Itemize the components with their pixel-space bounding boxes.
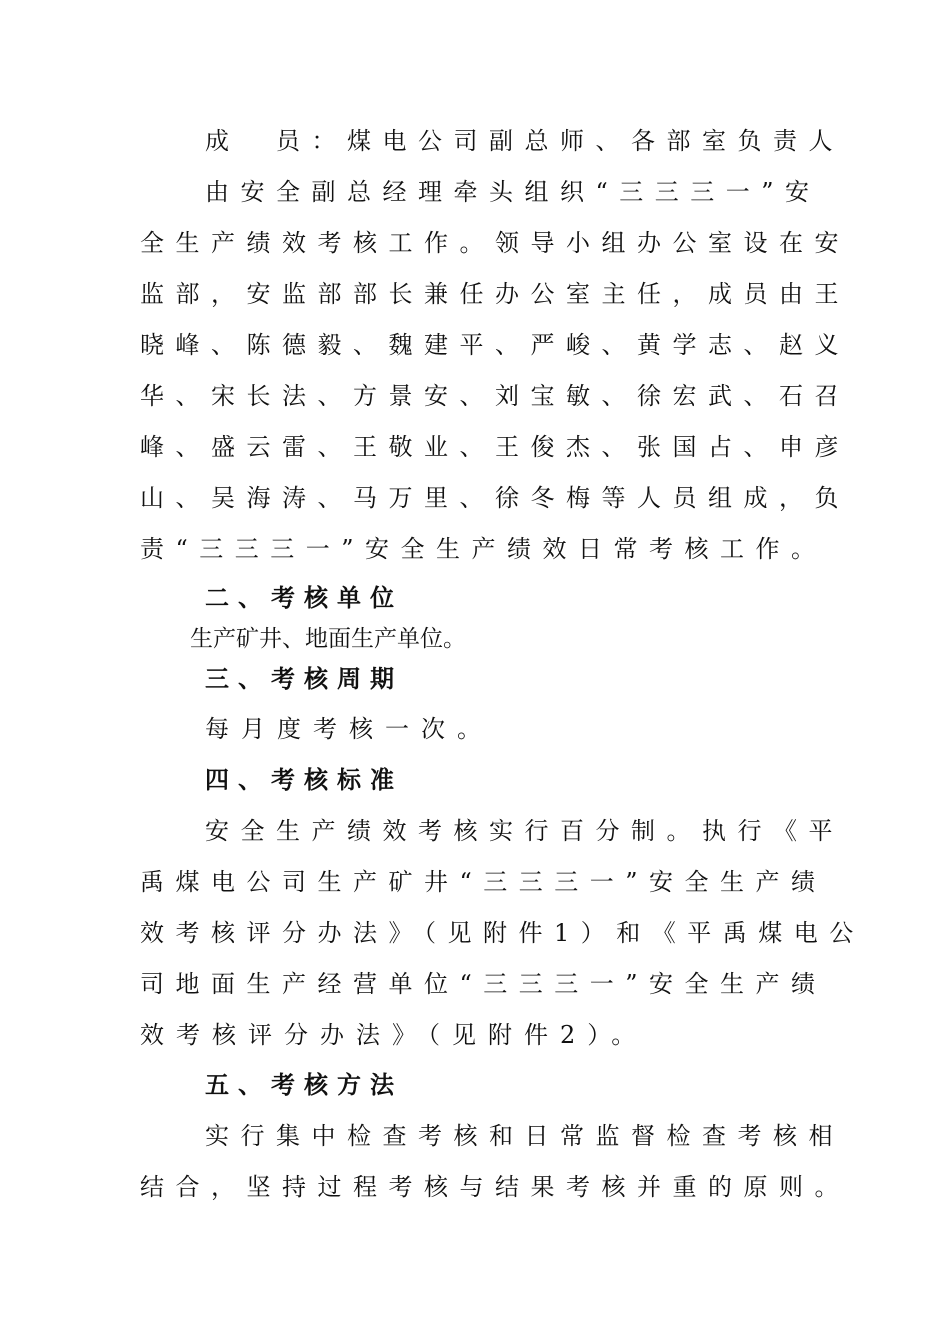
paragraph-line: 效考核评分办法》（见附件1）和《平禹煤电公: [140, 919, 865, 947]
paragraph-line: 监部，安监部部长兼任办公室主任，成员由王: [140, 280, 850, 308]
paragraph-line: 晓峰、陈德毅、魏建平、严峻、黄学志、赵义: [140, 331, 850, 359]
paragraph-line: 安全生产绩效考核实行百分制。执行《平: [205, 817, 844, 845]
paragraph-line: 司地面生产经营单位“三三三一”安全生产绩: [140, 970, 827, 998]
paragraph-line: 全生产绩效考核工作。领导小组办公室设在安: [140, 229, 850, 257]
section-text: 生产矿井、地面生产单位。: [190, 626, 466, 652]
section-heading: 二、考核单位: [205, 583, 403, 612]
paragraph-line: 效考核评分办法》（见附件2）。: [140, 1021, 648, 1049]
paragraph-line: 禹煤电公司生产矿井“三三三一”安全生产绩: [140, 868, 827, 896]
section-heading: 三、考核周期: [205, 664, 403, 693]
paragraph-line: 责“三三三一”安全生产绩效日常考核工作。: [140, 535, 827, 563]
members-line: 成 员：煤电公司副总师、各部室负责人: [205, 127, 844, 155]
paragraph-line: 华、宋长法、方景安、刘宝敏、徐宏武、石召: [140, 382, 850, 410]
paragraph-line: 山、吴海涛、马万里、徐冬梅等人员组成，负: [140, 484, 850, 512]
section-text: 每月度考核一次。: [205, 715, 493, 743]
paragraph-line: 由安全副总经理牵头组织“三三三一”安: [205, 178, 821, 206]
paragraph-line: 峰、盛云雷、王敬业、王俊杰、张国占、申彦: [140, 433, 850, 461]
paragraph-line: 结合，坚持过程考核与结果考核并重的原则。: [140, 1173, 850, 1201]
paragraph-line: 实行集中检查考核和日常监督检查考核相: [205, 1122, 844, 1150]
section-heading: 五、考核方法: [205, 1070, 403, 1099]
section-heading: 四、考核标准: [205, 765, 403, 794]
